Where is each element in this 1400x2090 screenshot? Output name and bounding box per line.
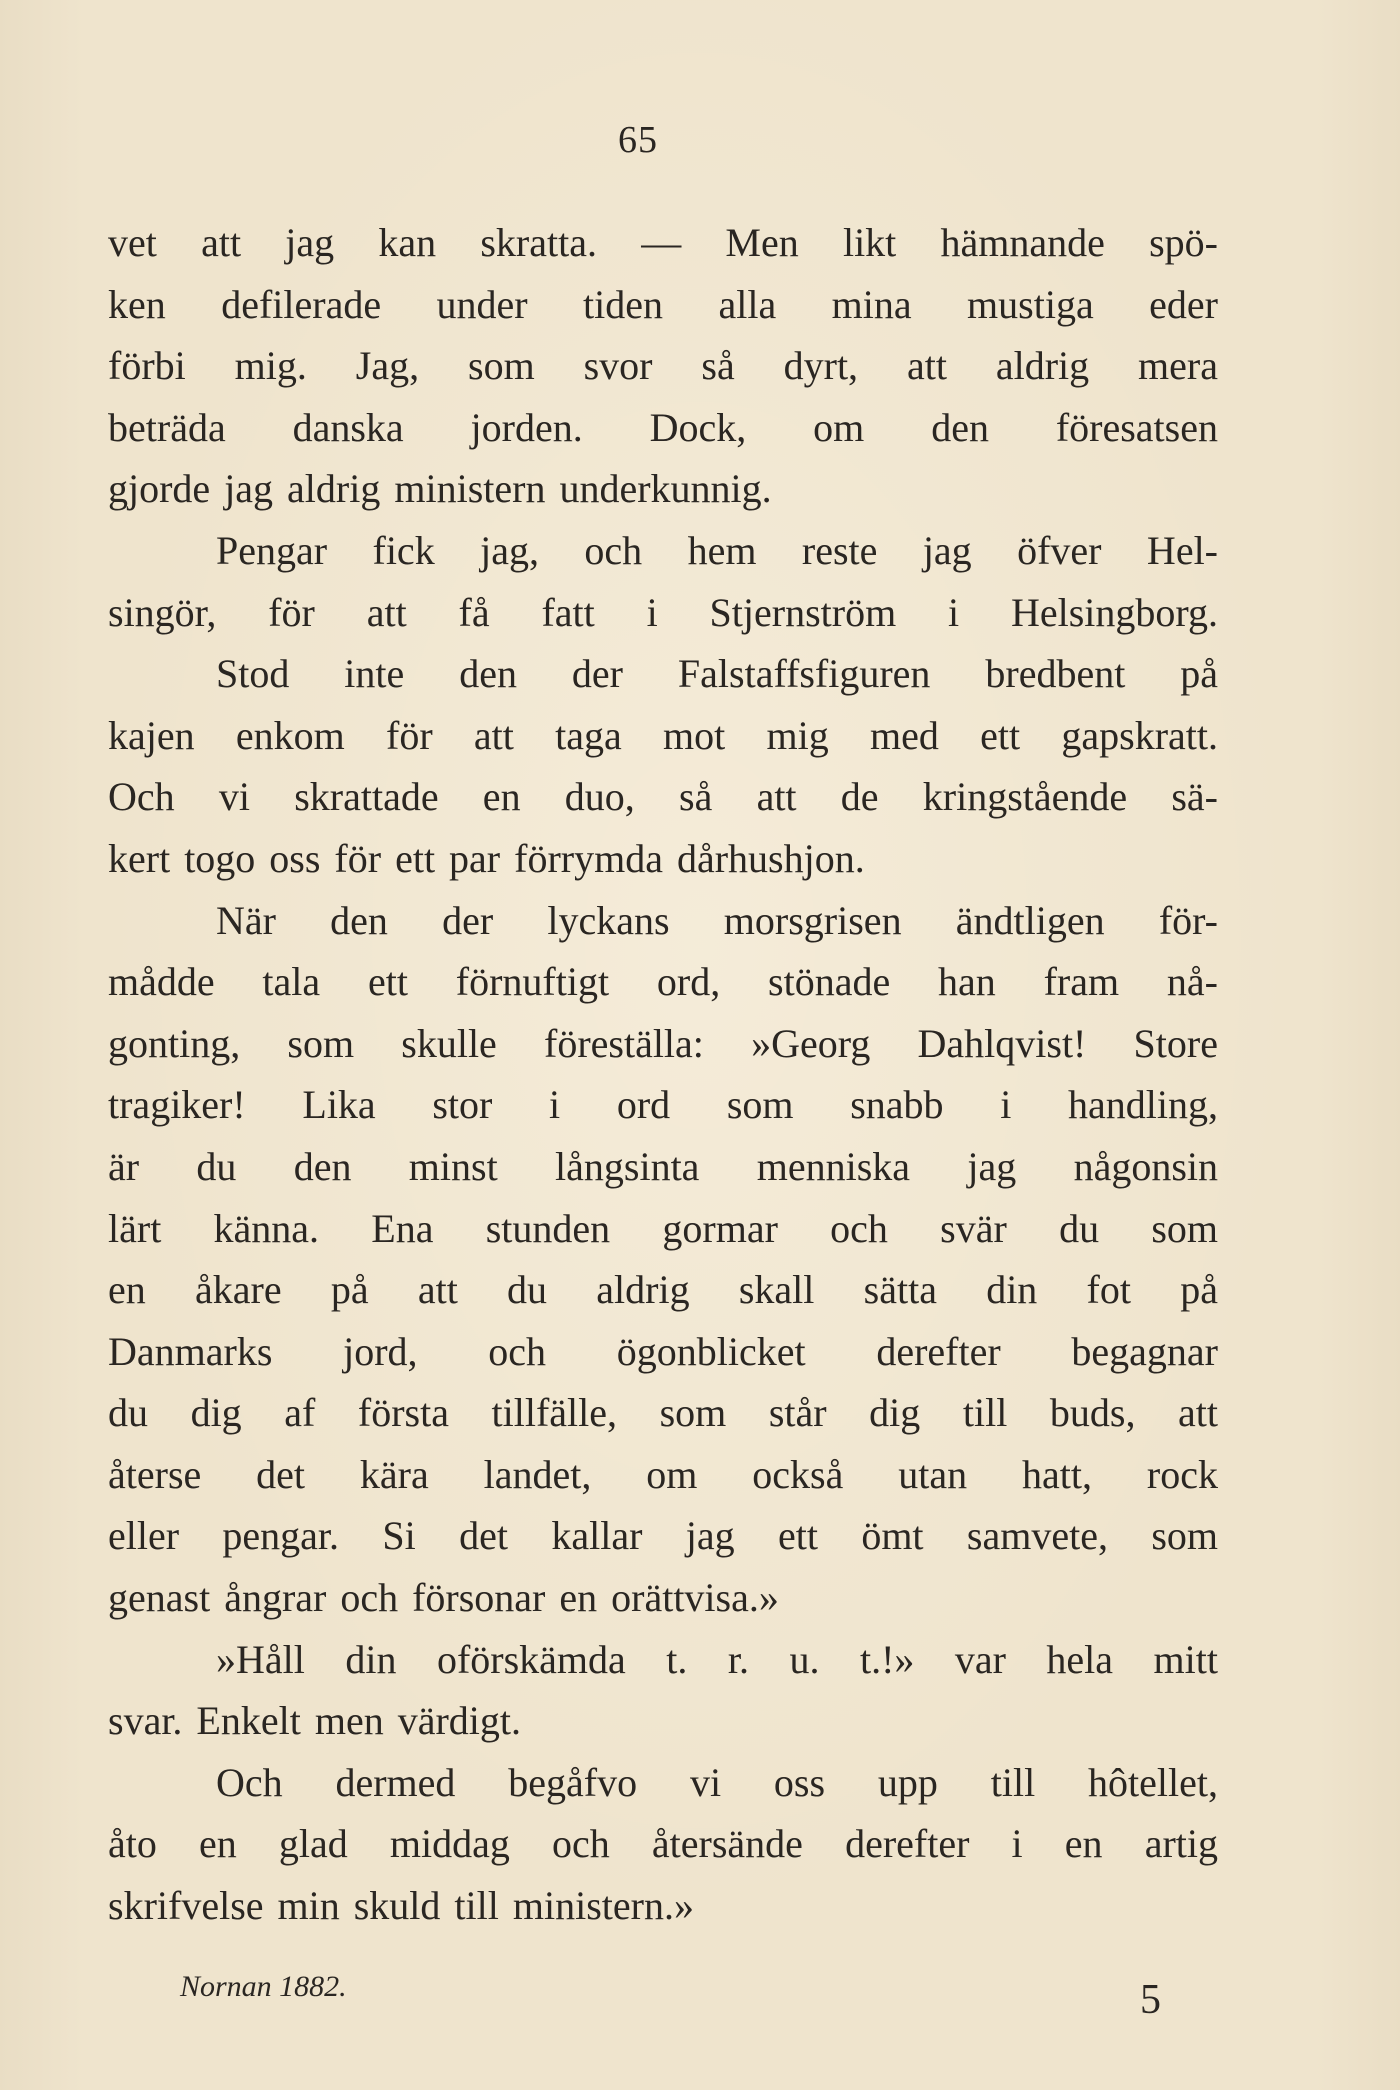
text-line: genast ångrar och försonar en orättvisa.» <box>108 1575 779 1621</box>
text-line: ken defilerade under tiden alla mina mustiga eder <box>108 281 1218 327</box>
text-line: skrifvelse min skuld till ministern.» <box>108 1883 694 1929</box>
text-line: svar. Enkelt men värdigt. <box>108 1698 522 1744</box>
text-line: en åkare på att du aldrig skall sätta din fot på <box>108 1267 1218 1313</box>
text-line: återse det kära landet, om också utan hatt, rock <box>108 1451 1218 1497</box>
text-line: »Håll din oförskämda t. r. u. t.!» var hela mitt <box>216 1636 1218 1682</box>
text-line: Danmarks jord, och ögonblicket derefter begagnar <box>108 1328 1218 1374</box>
text-line: förbi mig. Jag, som svor så dyrt, att aldrig mera <box>108 343 1218 389</box>
text-line: du dig af första tillfälle, som står dig till buds, att <box>108 1390 1218 1436</box>
text-line: åto en glad middag och återsände derefter i en artig <box>108 1821 1218 1867</box>
text-line: kert togo oss för ett par förrymda dårhushjon. <box>108 835 865 881</box>
text-line: mådde tala ett förnuftigt ord, stönade han fram nå- <box>108 959 1218 1005</box>
text-line: beträda danska jorden. Dock, om den föresatsen <box>108 404 1218 450</box>
text-line: lärt känna. Ena stunden gormar och svär du som <box>108 1205 1218 1251</box>
text-line: är du den minst långsinta menniska jag någonsin <box>108 1143 1218 1189</box>
text-line: Och vi skrattade en duo, så att de kringstående sä- <box>108 774 1218 820</box>
text-line: gjorde jag aldrig ministern underkunnig. <box>108 466 772 512</box>
text-line: kajen enkom för att taga mot mig med ett gapskratt. <box>108 712 1218 758</box>
text-line: tragiker! Lika stor i ord som snabb i handling, <box>108 1082 1218 1128</box>
text-line: eller pengar. Si det kallar jag ett ömt samvete, som <box>108 1513 1218 1559</box>
text-line: Och dermed begåfvo vi oss upp till hôtellet, <box>216 1759 1218 1805</box>
signature-mark: Nornan 1882. <box>180 1970 347 2003</box>
text-line: vet att jag kan skratta. — Men likt hämnande spö- <box>108 220 1218 265</box>
sheet-number: 5 <box>1140 1977 1161 2023</box>
text-line: När den der lyckans morsgrisen ändtligen för- <box>216 897 1218 943</box>
body-text <box>108 212 1218 1937</box>
text-line: Stod inte den der Falstaffsfiguren bredbent på <box>216 651 1218 697</box>
text-line: singör, för att få fatt i Stjernström i Helsingborg. <box>108 589 1218 635</box>
text-line: gonting, som skulle föreställa: »Georg Dahlqvist! Store <box>108 1020 1218 1066</box>
page-number: 65 <box>618 119 658 161</box>
text-line: Pengar fick jag, och hem reste jag öfver Hel- <box>216 527 1218 573</box>
